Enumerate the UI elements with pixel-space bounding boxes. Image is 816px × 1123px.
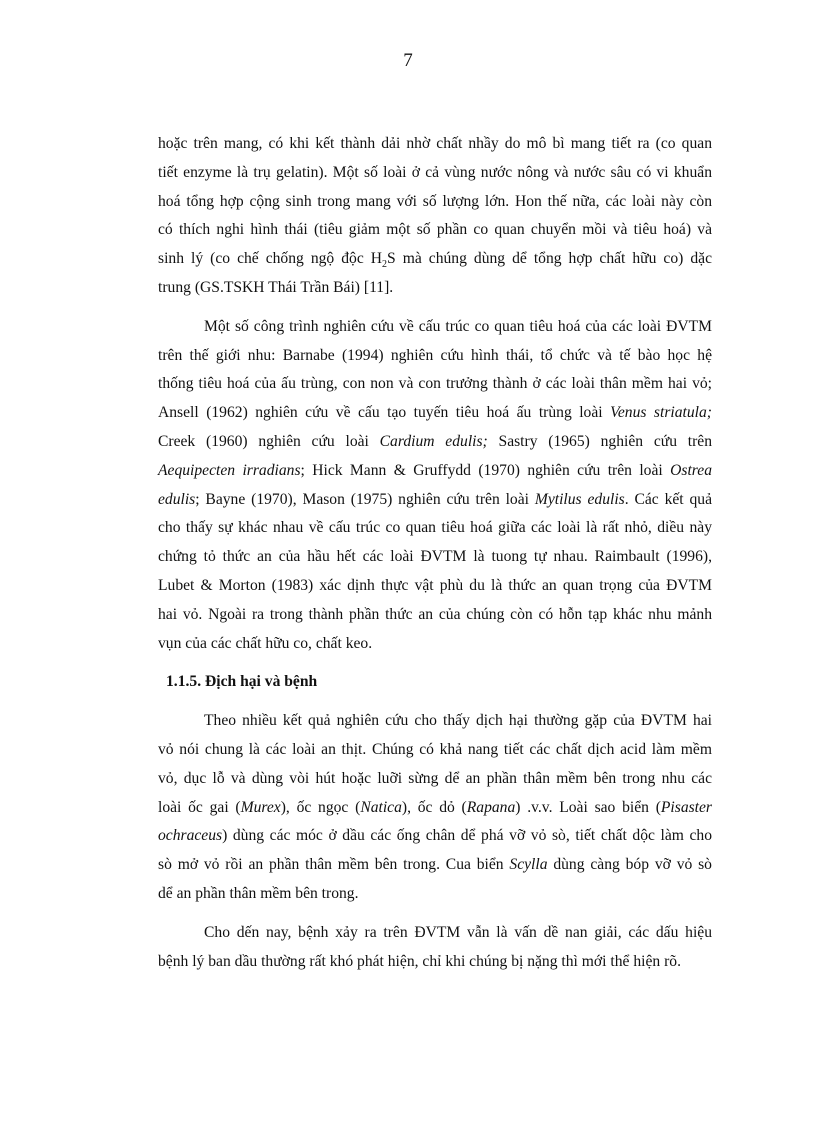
text-run: S mà chúng dùng dể tổng hợp chất hữu co) dặc (387, 250, 712, 268)
text-run: trung (GS.TSKH Thái Trần Bái) [11]. (158, 278, 394, 296)
text-line (158, 822, 712, 851)
text-line (158, 159, 712, 188)
italic-text: ochraceus (158, 827, 223, 845)
text-line (158, 188, 712, 217)
text-line (158, 601, 712, 630)
text-run: Ansell (1962) nghiên cứu về cấu tạo tuyến tiêu hoá ấu trùng loài (158, 404, 611, 422)
italic-text: Scylla (509, 856, 548, 874)
text-line (158, 274, 712, 303)
italic-text: Ostrea (670, 461, 712, 479)
text-run: tiết enzyme là trụ gelatin). Một số loài ở cả vùng nước nông và nước sâu có vi khuẩn (158, 163, 712, 181)
text-run: hoá tổng hợp cộng sinh trong mang với số lượng lớn. Hon thế nữa, các loài này còn (158, 192, 712, 210)
text-run: dể an phần thân mềm bên trong. (158, 884, 359, 902)
italic-text: Aequipecten irradians (158, 461, 301, 479)
text-run: trên thế giới nhu: Barnabe (1994) nghiên cứu hình thái, tổ chức và tế bào học hệ (158, 346, 712, 364)
text-run: vỏ nói chung là các loài an thịt. Chúng có khả nang tiết các chất dịch acid làm mềm (158, 740, 712, 758)
text-line (158, 948, 712, 977)
text-run: bệnh lý ban dầu thường rất khó phát hiện, chỉ khi chúng bị nặng thì mới thể hiện rõ. (158, 952, 681, 970)
text-run: . Các kết quả (624, 490, 713, 508)
text-run: Một số công trình nghiên cứu về cấu trúc co quan tiêu hoá của các loài ĐVTM (204, 317, 712, 335)
text-line (158, 543, 712, 572)
text-line (158, 630, 712, 659)
italic-text: Murex (240, 798, 281, 816)
text-line (158, 765, 712, 794)
paragraph (158, 707, 712, 909)
paragraph (158, 313, 712, 659)
text-line (158, 370, 712, 399)
text-run: chứng tỏ thức an của hầu hết các loài ĐVTM là tuong tự nhau. Raimbault (1996), (158, 548, 712, 566)
text-line (158, 486, 712, 515)
text-run: có thích nghi hình thái (tiêu giảm một số phần co quan chuyển mồi và tiêu hoá) và (158, 221, 712, 239)
text-run: vụn của các chất hữu co, chất keo. (158, 634, 373, 652)
page-number: 7 (403, 50, 413, 71)
text-line (158, 572, 712, 601)
text-run: loài ốc gai ( (158, 798, 241, 816)
text-run: sinh lý (co chế chống ngộ độc H (158, 250, 383, 268)
document-body (158, 130, 712, 986)
text-line (158, 399, 712, 428)
text-run: hoặc trên mang, có khi kết thành dải nhờ chất nhầy do mô bì mang tiết ra (co quan (158, 135, 712, 152)
text-line (158, 216, 712, 245)
text-line (158, 342, 712, 371)
italic-text: Rapana (466, 798, 516, 816)
text-line (158, 130, 712, 159)
paragraph (158, 130, 712, 303)
italic-text: Natica (360, 798, 402, 816)
italic-text: Venus striatula; (610, 404, 712, 422)
italic-text: Cardium edulis; (379, 432, 488, 450)
paragraph (158, 919, 712, 977)
subscript-text: 2 (382, 259, 388, 271)
text-run: Lubet & Morton (1983) xác dịnh thực vật phù du là thức an quan trọng của ĐVTM (158, 576, 712, 594)
text-run: dùng càng bóp vỡ vỏ sò (547, 856, 712, 874)
text-run: ; Hick Mann & Gruffydd (1970) nghiên cứu trên loài (300, 461, 671, 479)
text-run: Creek (1960) nghiên cứu loài (158, 432, 380, 450)
text-run: vỏ, dục lỗ và dùng vòi hút hoặc luỡi sừng dể an phần thân mềm bên trong nhu các (158, 769, 712, 787)
text-run: ), ốc ngọc ( (280, 798, 361, 816)
text-line (158, 851, 712, 880)
text-run: ; Bayne (1970), Mason (1975) nghiên cứu trên loài (195, 490, 535, 508)
italic-text: Mytilus edulis (534, 490, 625, 508)
text-run: ) dùng các móc ở dầu các ống chân dể phá vỡ vỏ sò, tiết chất dộc làm cho (222, 827, 712, 845)
text-run: ), ốc dỏ ( (401, 798, 467, 816)
text-line (158, 880, 712, 909)
text-run: Cho dến nay, bệnh xảy ra trên ĐVTM vẫn là vấn dề nan giải, các dấu hiệu (204, 923, 712, 941)
text-line (158, 245, 712, 274)
text-run: ) .v.v. Loài sao biển ( (515, 798, 661, 816)
text-line (158, 707, 712, 736)
section-heading: 1.1.5. Địch hại và bệnh (166, 673, 318, 691)
text-run: Theo nhiều kết quả nghiên cứu cho thấy dịch hại thường gặp của ĐVTM hai (204, 712, 712, 730)
italic-text: Pisaster (660, 798, 713, 816)
text-line (158, 514, 712, 543)
text-run: thống tiêu hoá của ấu trùng, con non và con trưởng thành ở các loài thân mềm hai vỏ; (158, 375, 712, 393)
text-line (158, 313, 712, 342)
text-run: sò mở vỏ rồi an phần thân mềm bên trong. Cua biển (158, 856, 510, 874)
text-run: hai vỏ. Ngoài ra trong thành phần thức an của chúng còn có hỗn tạp khác nhu mảnh (158, 605, 712, 623)
text-line (158, 457, 712, 486)
text-run: Sastry (1965) nghiên cứu trên (487, 432, 713, 450)
text-run: cho thấy sự khác nhau về cấu trúc co quan tiêu hoá giữa các loài là rất nhỏ, diều này (158, 519, 712, 537)
text-line (158, 428, 712, 457)
text-line (158, 736, 712, 765)
italic-text: edulis (158, 490, 196, 508)
text-line (158, 794, 712, 823)
text-line (158, 919, 712, 948)
